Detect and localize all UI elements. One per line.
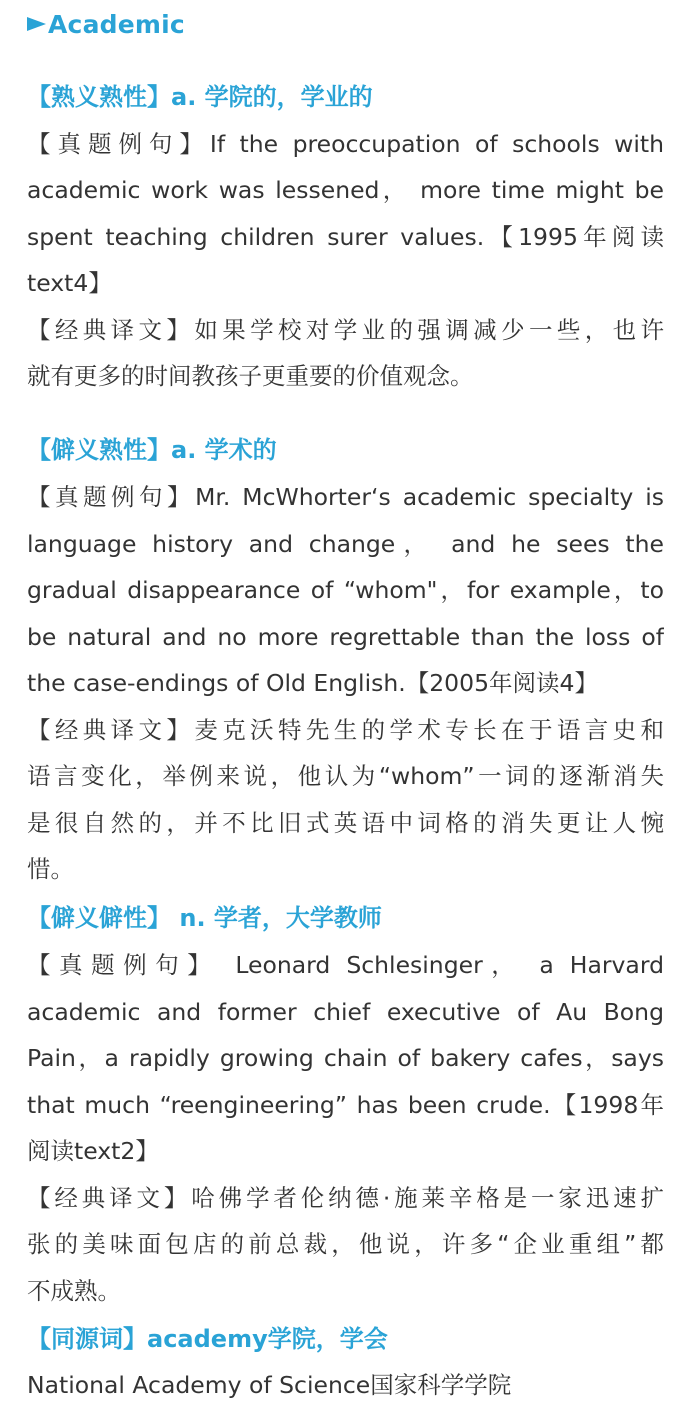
page-title <box>27 6 185 42</box>
example-line: National Academy of Science国家科学学院 <box>27 1371 512 1399</box>
example-line: gradual disappearance of “whom"，for example，to <box>27 576 664 604</box>
example-line: be natural and no more regrettable than the loss of <box>27 623 664 651</box>
example-line: text4】 <box>27 269 112 297</box>
section-heading: 【僻义僻性】 n. 学者，大学教师 <box>27 904 382 932</box>
example-line: that much “reengineering” has been crude.【1998年 <box>27 1091 664 1119</box>
translation-line: 不成熟。 <box>27 1277 121 1305</box>
example-line: 【真题例句】Mr. McWhorter‘s academic specialty is <box>27 483 664 511</box>
translation-line: 【经典译文】如果学校对学业的强调减少一些，也许 <box>27 316 664 344</box>
translation-line: 语言变化，举例来说，他认为“whom”一词的逐渐消失 <box>27 762 664 790</box>
translation-line: 就有更多的时间教孩子更重要的价值观念。 <box>27 362 474 390</box>
translation-line: 【经典译文】哈佛学者伦纳德·施莱辛格是一家迅速扩 <box>27 1184 664 1212</box>
example-line: the case-endings of Old English.【2005年阅读4】 <box>27 669 598 697</box>
translation-line: 张的美味面包店的前总裁，他说，许多“企业重组”都 <box>27 1230 664 1258</box>
example-line: 【真题例句】If the preoccupation of schools with <box>27 130 664 158</box>
example-line: spent teaching children surer values.【1995年阅读 <box>27 223 664 251</box>
section-heading: 【僻义熟性】a. 学术的 <box>27 436 277 464</box>
example-line: 【真题例句】 Leonard Schlesinger， a Harvard <box>27 951 664 979</box>
translation-line: 惜。 <box>27 855 74 883</box>
translation-line: 是很自然的，并不比旧式英语中词格的消失更让人惋 <box>27 809 664 837</box>
example-line: academic work was lessened， more time might be <box>27 176 664 204</box>
example-line: 阅读text2】 <box>27 1137 159 1165</box>
example-line: academic and former chief executive of Au Bong <box>27 998 664 1026</box>
example-line: language history and change， and he sees the <box>27 530 664 558</box>
section-heading: 【同源词】academy学院，学会 <box>27 1325 388 1353</box>
section-heading: 【熟义熟性】a. 学院的，学业的 <box>27 83 373 111</box>
triangle-bullet-icon <box>27 17 46 31</box>
example-line: Pain，a rapidly growing chain of bakery cafes，says <box>27 1044 664 1072</box>
page-title-text: Academic <box>48 9 185 39</box>
translation-line: 【经典译文】麦克沃特先生的学术专长在于语言史和 <box>27 716 664 744</box>
